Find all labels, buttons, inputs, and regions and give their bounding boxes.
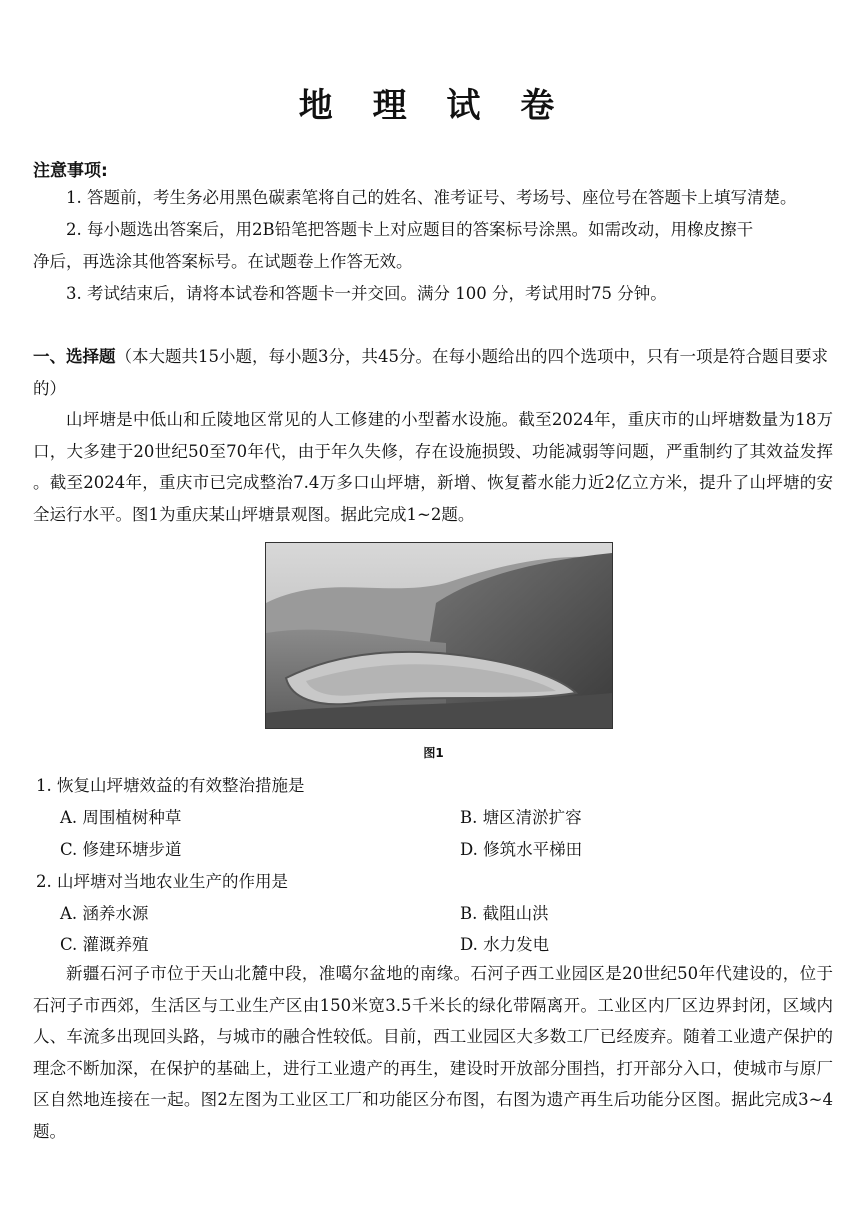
q2-option-c: C. 灌溉养殖 (60, 935, 149, 954)
q1-option-a: A. 周围植树种草 (60, 808, 182, 827)
pond-landscape-photo (265, 542, 613, 729)
notice-heading: 注意事项: (33, 161, 108, 181)
notice-item-2-cont: 净后，再选涂其他答案标号。在试题卷上作答无效。 (33, 252, 413, 271)
q2-option-a: A. 涵养水源 (60, 904, 149, 923)
page-title: 地 理 试 卷 (298, 86, 569, 126)
notice-item-2: 2. 每小题选出答案后，用2B铅笔把答题卡上对应题目的答案标号涂黑。如需改动，用橡皮擦干 (66, 220, 754, 239)
figure-1-caption: 图1 (423, 746, 444, 760)
q2-option-b: B. 截阻山洪 (460, 904, 549, 923)
notice-item-1: 1. 答题前，考生务必用黑色碳素笔将自己的姓名、准考证号、考场号、座位号在答题卡上填写清楚。 (66, 188, 797, 207)
q1-option-c: C. 修建环塘步道 (60, 840, 182, 859)
question-1-stem: 1. 恢复山坪塘效益的有效整治措施是 (36, 776, 305, 795)
q1-option-b: B. 塘区清淤扩容 (460, 808, 582, 827)
passage-2: 新疆石河子市位于天山北麓中段，准噶尔盆地的南缘。石河子西工业园区是20世纪50年代建设的，位于石河子市西郊，生活区与工业生产区由150米宽3.5千米长的绿化带隔离开。工业区内厂区边界封闭，区域内人、车流多出现回头路，与城市的融合性较低。目前，西工业园区大多数工厂已经废弃。随着工业遗产保护的理念不断加深，在保护的基础上，进行工业遗产的再生，建设时开放部分围挡，打开部分入口，使城市与原厂区自然地连接在一起。图2左图为工业区工厂和功能区分布图，右图为遗产再生后功能分区图。据此完成3~4题。 (33, 964, 833, 1141)
q1-option-d: D. 修筑水平梯田 (460, 840, 583, 859)
section-label: 一、选择题 (33, 347, 116, 366)
q2-option-d: D. 水力发电 (460, 935, 550, 954)
notice-item-3: 3. 考试结束后，请将本试卷和答题卡一并交回。满分 100 分，考试用时75 分钟。 (66, 284, 667, 303)
section-heading (33, 341, 833, 404)
passage-1: 山坪塘是中低山和丘陵地区常见的人工修建的小型蓄水设施。截至2024年，重庆市的山坪塘数量为18万口，大多建于20世纪50至70年代，由于年久失修，存在设施损毁、功能减弱等问题，严重制约了其效益发挥 。截至2024年，重庆市已完成整治7.4万多口山坪塘，新增、恢复蓄水能力近2亿立方米，提升了山坪塘的安全运行水平。图1为重庆某山坪塘景观图。据此完成1~2题。 (33, 410, 833, 524)
question-2-stem: 2. 山坪塘对当地农业生产的作用是 (36, 872, 288, 891)
section-desc: （本大题共15小题，每小题3分，共45分。在每小题给出的四个选项中，只有一项是符合题目要求的） (33, 347, 828, 398)
